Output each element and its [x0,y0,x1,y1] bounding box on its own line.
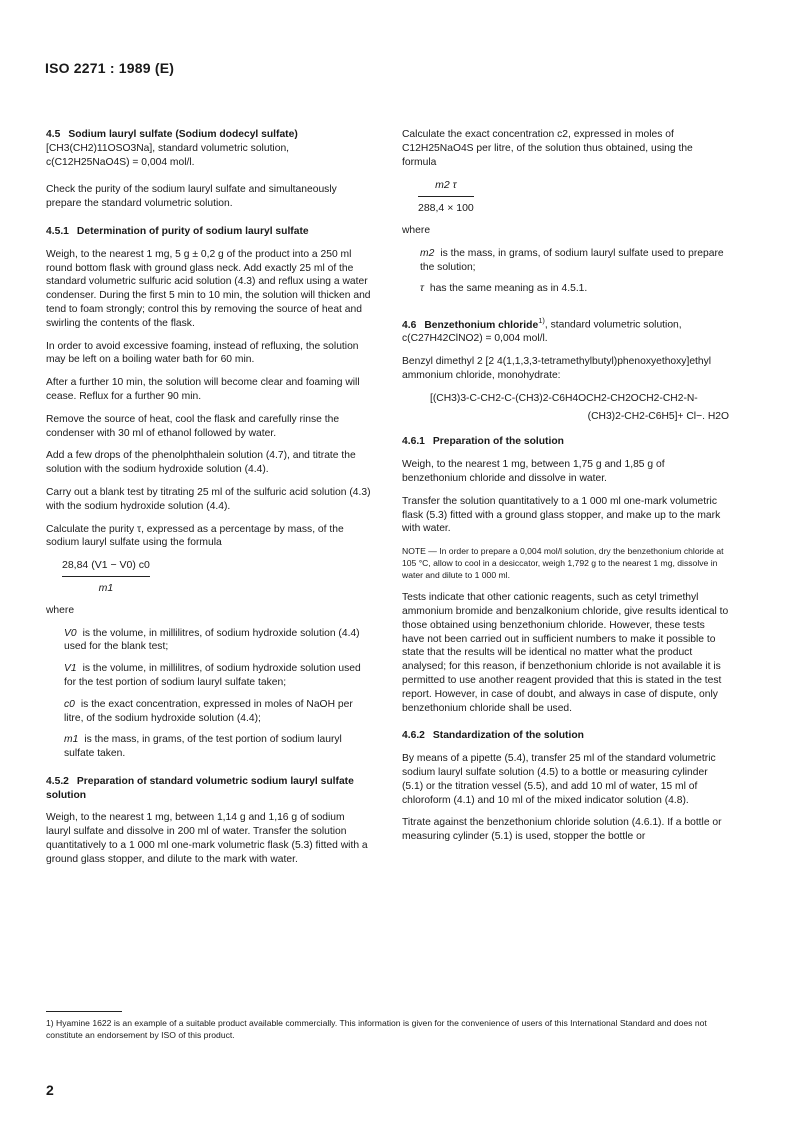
footnote-ref[interactable]: 1) [538,316,545,326]
symbol: V1 [64,663,77,675]
definition-text: is the exact concentration, expressed in moles of NaOH per litre, of the sodium hydroxide solution (4.4); [64,698,353,724]
section-4-6-heading [402,314,729,346]
section-number: 4.6 [402,319,417,331]
symbol: c0 [64,698,75,710]
section-4-5-formula: [CH3(CH2)11OSO3Na], standard volumetric solution, [46,142,290,154]
paragraph-pipette: By means of a pipette (5.4), transfer 25 ml of the standard volumetric sodium lauryl sulfate solution (4.5) to a bottle or measuring cylinder (5.1) or the titration vessel (5.5), and add 10 ml of water, 15 ml of chloroform (4.1) and 10 ml of the mixed indicator solution (4.8). [402,753,716,806]
definition-text: is the volume, in millilitres, of sodium hydroxide solution used for the test portion of sodium lauryl sulfate taken; [64,663,361,688]
left-column [46,128,371,876]
definition-text: is the volume, in millilitres, of sodium hydroxide solution (4.4) used for the blank test; [64,627,360,653]
paragraph-blank-test: Carry out a blank test by titrating 25 ml of the sulfuric acid solution (4.3) with the sodium hydroxide solution (4.4). [46,486,371,512]
section-title: Benzethonium chloride [424,319,539,331]
section-title: Sodium lauryl sulfate (Sodium dodecyl sulfate) [68,129,298,140]
formula-numerator: 28,84 (V1 − V0) c0 [62,559,150,577]
section-number: 4.6.2 [402,730,425,742]
formula-denominator: 288,4 × 100 [418,202,474,215]
paragraph-transfer: Transfer the solution quantitatively to a 1 000 ml one-mark volumetric flask (5.3) fitted with a ground glass stopper, and make up to the mark with water. [402,495,721,535]
section-4-6-rest: , standard volumetric solution, c(C27H42ClNO2) = 0,004 mol/l. [402,319,682,345]
document-header: ISO 2271 : 1989 (E) [45,60,175,76]
definition-text: is the mass, in grams, of the test portion of sodium lauryl sulfate taken. [64,734,342,760]
paragraph-benzyl: Benzyl dimethyl 2 [2 4(1,1,3,3-tetramethylbutyl)phenoxyethoxy]ethyl ammonium chloride, monohydrate: [402,356,712,381]
note: NOTE — In order to prepare a 0,004 mol/l solution, dry the benzethonium chloride at 105 °C, allow to cool in a desiccator, weigh 1,792 g to the nearest 1 mg, dissolve in water and dilute to 1 000 ml. [402,546,724,581]
chemical-formula-line-2: (CH3)2-CH2-C6H5]+ Cl−. H2O [587,410,729,422]
symbol: V0 [64,627,77,639]
page-number: 2 [46,1082,54,1098]
section-title: Preparation of standard volumetric sodium lauryl sulfate solution [46,775,354,801]
section-4-5-2-heading [46,775,371,803]
paragraph-weigh-2: Weigh, to the nearest 1 mg, between 1,14 g and 1,16 g of sodium lauryl sulfate and dissolve in 200 ml of water. Transfer the solution quantitatively to a 1 000 ml one-mark volumetric flask (5.3) fitted with a ground glass stopper, and dilute to the mark with water. [46,812,368,865]
section-4-5-concentration: c(C12H25NaO4S) = 0,004 mol/l. [46,156,195,168]
section-title: Preparation of the solution [432,436,564,448]
definition-c0 [64,698,371,726]
paragraph-avoid-foaming: In order to avoid excessive foaming, instead of refluxing, the solution may be left on a boiling water bath for 60 min. [46,340,359,366]
definition-m1 [64,733,371,761]
where-label: where [402,224,431,236]
paragraph-weigh: Weigh, to the nearest 1 mg, 5 g ± 0,2 g of the product into a 250 ml round bottom flask with ground glass neck. Add exactly 25 ml of the standard volumetric sulfuric acid solution (4.3) and reflux using a water condenser. During the first 5 min to 10 min, the solution will thicken and tend to foam strongly; control this by removing the source of heat and swirling the contents of the flask. [46,248,371,329]
section-title: Standardization of the solution [432,730,584,742]
symbol: m2 [420,247,435,259]
paragraph-calculate-purity: Calculate the purity τ, expressed as a percentage by mass, of the sodium lauryl sulfate using the formula [46,523,344,549]
formula-denominator: m1 [98,581,114,594]
definition-text: is the mass, in grams, of sodium lauryl sulfate used to prepare the solution; [420,247,724,273]
section-4-5-heading [46,128,371,142]
definition-m2 [420,247,729,275]
definition-tau [420,282,729,296]
purity-formula [62,559,371,596]
paragraph-calculate-concentration: Calculate the exact concentration c2, expressed in moles of C12H25NaO4S per litre, of the solution thus obtained, using the formula [402,129,693,168]
section-4-6-2-heading [402,729,729,743]
paragraph-tests: Tests indicate that other cationic reagents, such as cetyl trimethyl ammonium bromide and benzalkonium chloride, give results identical to those obtained using benzethonium chloride. However, these tests have not been carried out in sufficient numbers to make it possible to state that the results will be identical no matter what the product analysed; for this reason, if benzethonium chloride is not available it is permitted to use another reagent provided that this is stated in the test report. However, in case of doubt, and always in case of dispute, only benzethonium chloride shall be used. [402,592,729,714]
section-number: 4.5.1 [46,225,69,237]
paragraph-after: After a further 10 min, the solution will become clear and foaming will cease. Reflux for a further 90 min. [46,377,360,402]
symbol: m1 [64,734,79,746]
definition-v1 [64,662,371,690]
definition-text: has the same meaning as in 4.5.1. [429,283,588,295]
paragraph-weigh-3: Weigh, to the nearest 1 mg, between 1,75 g and 1,85 g of benzethonium chloride and dissolve in water. [402,459,665,484]
footnote-divider [46,1011,122,1012]
definition-v0 [64,627,371,655]
section-number: 4.6.1 [402,436,425,448]
right-column [402,128,729,853]
symbol: τ [420,283,424,295]
paragraph-phenolphthalein: Add a few drops of the phenolphthalein solution (4.7), and titrate the solution with the sodium hydroxide solution (4.4). [46,450,356,476]
section-number: 4.5.2 [46,775,69,787]
paragraph-titrate: Titrate against the benzethonium chloride solution (4.6.1). If a bottle or measuring cylinder (5.1) is used, stopper the bottle or [402,817,722,843]
chemical-formula-line-1: [(CH3)3-C-CH2-C-(CH3)2-C6H4OCH2-CH2OCH2-CH2-N- [430,392,698,404]
where-label: where [46,604,75,616]
footnote: 1) Hyamine 1622 is an example of a suitable product available commercially. This information is given for the convenience of users of this International Standard and does not constitute an endorsement by ISO of this product. [46,1018,707,1040]
section-4-6-1-heading [402,435,729,449]
section-4-5-1-heading [46,225,371,239]
paragraph-check-purity: Check the purity of the sodium lauryl sulfate and simultaneously prepare the standard volumetric solution. [46,184,337,210]
concentration-formula [418,179,729,216]
formula-numerator: m2 τ [418,179,474,197]
section-number: 4.5 [46,129,61,140]
paragraph-remove-heat: Remove the source of heat, cool the flask and carefully rinse the condenser with 30 ml of ethanol followed by water. [46,413,340,439]
section-title: Determination of purity of sodium lauryl sulfate [76,225,309,237]
